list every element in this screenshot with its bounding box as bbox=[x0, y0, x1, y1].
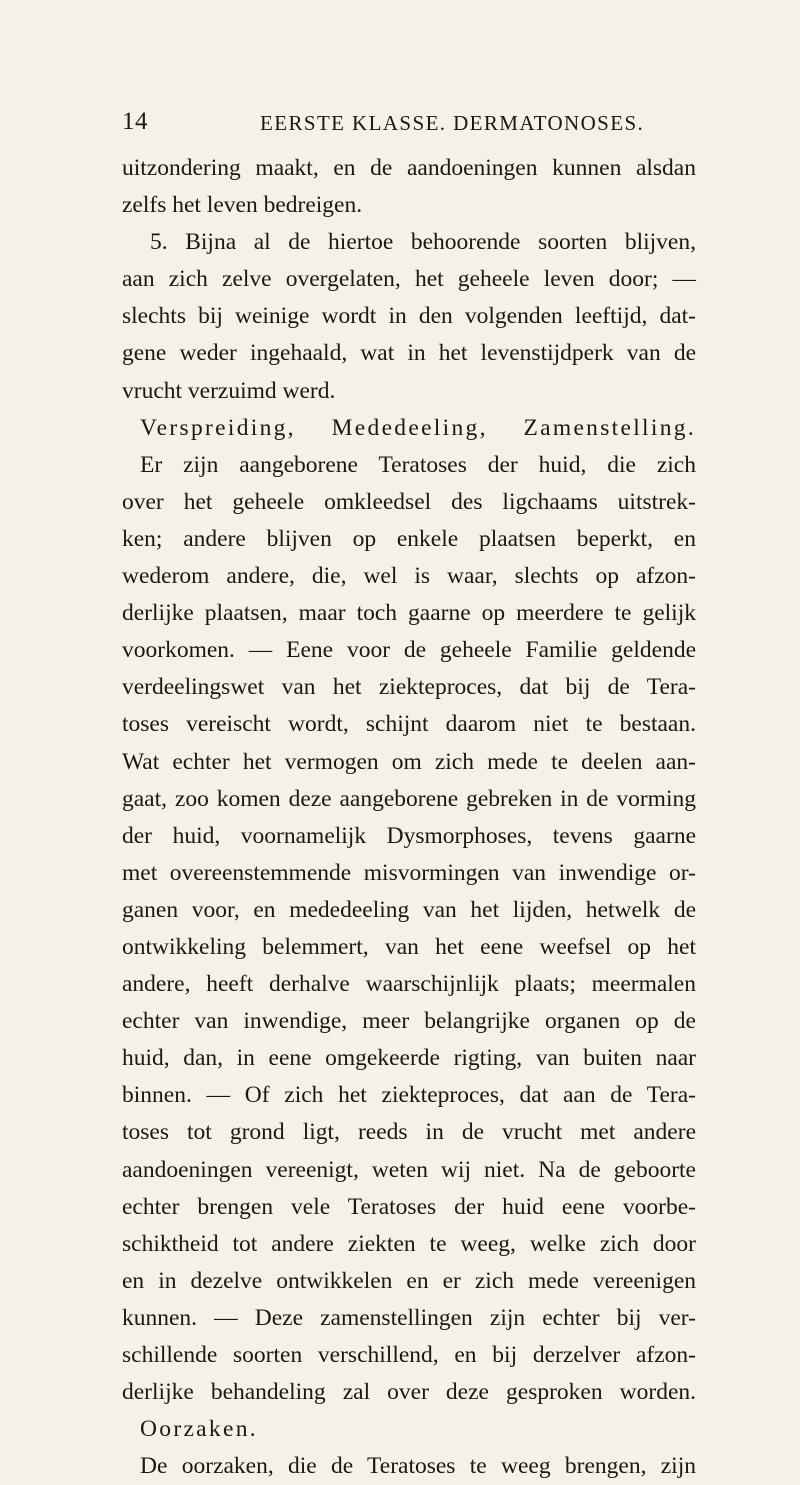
text-line: Wat echter het vermogen om zich mede te deelen aan- bbox=[122, 748, 696, 775]
text-line: Er zijn aangeborene Teratoses der huid, die zich bbox=[140, 451, 696, 478]
text-line: aandoeningen vereenigt, weten wij niet. Na de geboorte bbox=[122, 1156, 696, 1183]
text-line: gaat, zoo komen deze aangeborene gebreken in de vorming bbox=[122, 785, 696, 812]
text-line: derlijke behandeling zal over deze gesproken worden. bbox=[122, 1379, 696, 1406]
text-line: uitzondering maakt, en de aandoeningen kunnen alsdan bbox=[122, 155, 696, 181]
text-line: schillende soorten verschillend, en bij derzelver afzon- bbox=[122, 1342, 696, 1368]
text-line: Oorzaken. bbox=[140, 1416, 258, 1443]
text-line: verdeelingswet van het ziekteproces, dat bij de Tera- bbox=[122, 674, 696, 701]
text-line: 5. Bijna al de hiertoe behoorende soorten blijven, bbox=[150, 229, 696, 256]
text-line: huid, dan, in eene omgekeerde rigting, van buiten naar bbox=[122, 1045, 696, 1072]
text-line: voorkomen. — Eene voor de geheele Familie geldende bbox=[122, 637, 696, 664]
body-text bbox=[122, 150, 696, 1485]
text-line: der huid, voornamelijk Dysmorphoses, tevens gaarne bbox=[122, 822, 696, 849]
text-line: ken; andere blijven op enkele plaatsen beperkt, en bbox=[122, 525, 696, 552]
text-line: andere, heeft derhalve waarschijnlijk plaats; meermalen bbox=[122, 971, 696, 998]
text-line: en in dezelve ontwikkelen en er zich mede vereenigen bbox=[122, 1267, 696, 1294]
text-line: gene weder ingehaald, wat in het levenstijdperk van de bbox=[122, 340, 696, 367]
text-line: echter van inwendige, meer belangrijke organen op de bbox=[122, 1008, 696, 1035]
running-head: EERSTE KLASSE. DERMATONOSES. bbox=[260, 111, 645, 135]
text-line: aan zich zelve overgelaten, het geheele leven door; — bbox=[122, 266, 696, 293]
text-line: De oorzaken, die de Teratoses te weeg brengen, zijn bbox=[140, 1453, 696, 1480]
text-line: derlijke plaatsen, maar toch gaarne op meerdere te gelijk bbox=[122, 600, 696, 627]
text-line: over het geheele omkleedsel des ligchaams uitstrek- bbox=[122, 488, 696, 515]
page-number: 14 bbox=[122, 108, 148, 135]
text-line: zelfs het leven bedreigen. bbox=[122, 192, 363, 219]
text-line: echter brengen vele Teratoses der huid eene voorbe- bbox=[122, 1193, 696, 1220]
text-line: slechts bij weinige wordt in den volgenden leeftijd, dat- bbox=[122, 303, 696, 330]
text-line: Verspreiding, Mededeeling, Zamenstelling. bbox=[140, 414, 696, 441]
text-line: ontwikkeling belemmert, van het eene weefsel op het bbox=[122, 933, 696, 960]
text-line: toses vereischt wordt, schijnt daarom niet te bestaan. bbox=[122, 711, 696, 738]
page-header bbox=[122, 108, 690, 138]
text-line: ganen voor, en mededeeling van het lijden, hetwelk de bbox=[122, 896, 696, 923]
text-line: met overeenstemmende misvormingen van inwendige or- bbox=[122, 859, 696, 886]
text-line: toses tot grond ligt, reeds in de vrucht met andere bbox=[122, 1119, 696, 1146]
text-line: schiktheid tot andere ziekten te weeg, welke zich door bbox=[122, 1230, 696, 1257]
text-line: kunnen. — Deze zamenstellingen zijn echter bij ver- bbox=[122, 1304, 696, 1331]
text-line: wederom andere, die, wel is waar, slechts op afzon- bbox=[122, 563, 696, 590]
text-line: vrucht verzuimd werd. bbox=[122, 377, 336, 404]
text-line: binnen. — Of zich het ziekteproces, dat aan de Tera- bbox=[122, 1082, 696, 1109]
